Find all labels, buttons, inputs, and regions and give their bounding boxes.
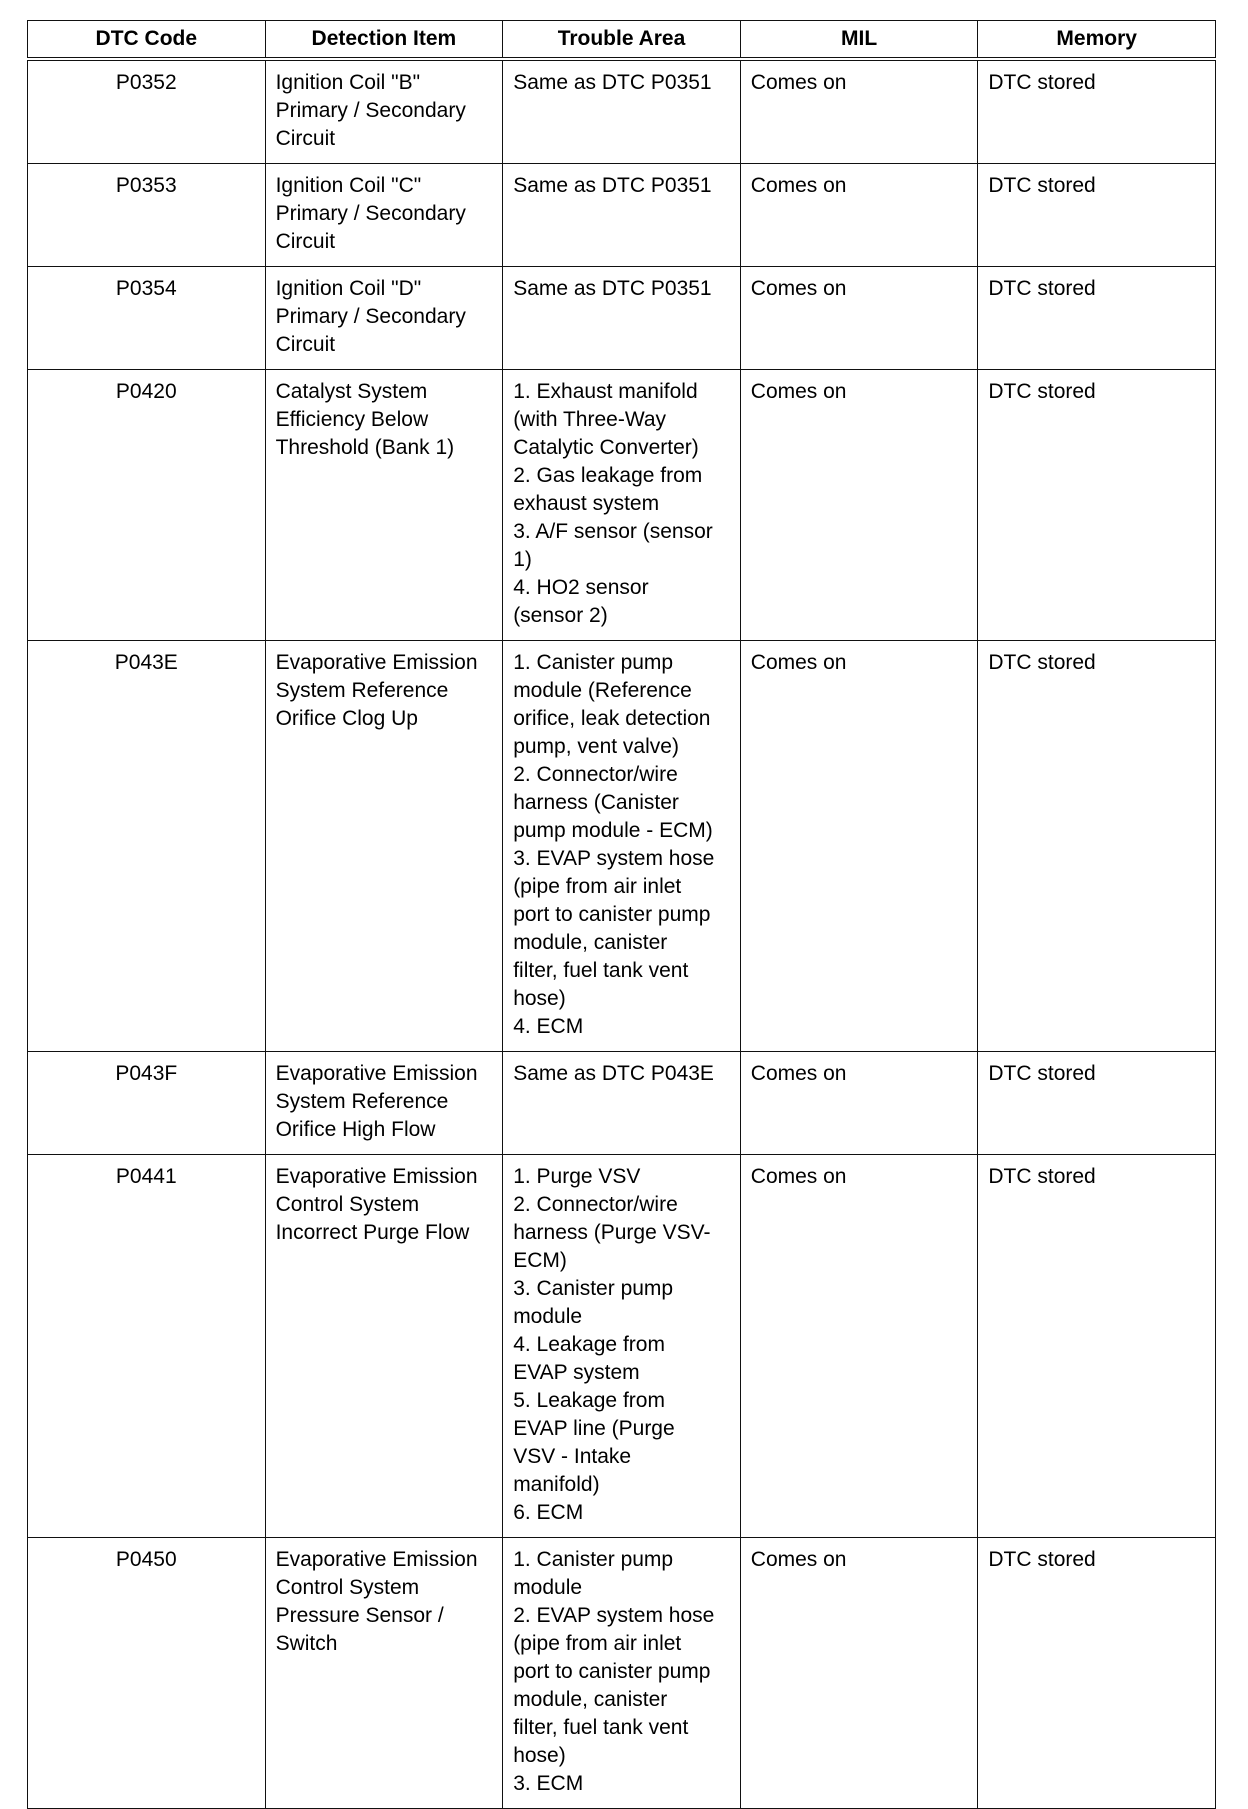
mil-status: Comes on [740, 267, 978, 370]
trouble-area: 1. Canister pump module 2. EVAP system hose (pipe from air inlet port to canister pump module, canister filter, fuel tank vent hose) 3. ECM [503, 1538, 741, 1809]
dtc-code: P0353 [28, 164, 266, 267]
memory-status: DTC stored [978, 1155, 1216, 1538]
trouble-area: Same as DTC P0351 [503, 267, 741, 370]
table-row [28, 164, 1216, 267]
table-header [28, 21, 1216, 60]
memory-status: DTC stored [978, 164, 1216, 267]
header-row [28, 21, 1216, 60]
trouble-area: Same as DTC P043E [503, 1052, 741, 1155]
trouble-area: Same as DTC P0351 [503, 164, 741, 267]
dtc-code: P0354 [28, 267, 266, 370]
dtc-code: P0352 [28, 59, 266, 164]
table-row [28, 1155, 1216, 1538]
dtc-code: P0420 [28, 370, 266, 641]
detection-item: Evaporative Emission System Reference Orifice High Flow [265, 1052, 503, 1155]
detection-item: Catalyst System Efficiency Below Threshold (Bank 1) [265, 370, 503, 641]
detection-item: Ignition Coil "D" Primary / Secondary Circuit [265, 267, 503, 370]
memory-status: DTC stored [978, 1052, 1216, 1155]
table-row [28, 641, 1216, 1052]
header-memory: Memory [978, 21, 1216, 60]
header-dtc-code: DTC Code [28, 21, 266, 60]
header-mil: MIL [740, 21, 978, 60]
mil-status: Comes on [740, 164, 978, 267]
header-trouble-area: Trouble Area [503, 21, 741, 60]
table-row [28, 59, 1216, 164]
mil-status: Comes on [740, 1052, 978, 1155]
dtc-code: P0450 [28, 1538, 266, 1809]
memory-status: DTC stored [978, 1538, 1216, 1809]
table-body [28, 59, 1216, 1809]
detection-item: Ignition Coil "B" Primary / Secondary Circuit [265, 59, 503, 164]
memory-status: DTC stored [978, 59, 1216, 164]
mil-status: Comes on [740, 59, 978, 164]
mil-status: Comes on [740, 641, 978, 1052]
table-row [28, 267, 1216, 370]
memory-status: DTC stored [978, 370, 1216, 641]
trouble-area: 1. Purge VSV 2. Connector/wire harness (Purge VSV- ECM) 3. Canister pump module 4. Leakage from EVAP system 5. Leakage from EVAP line (Purge VSV - Intake manifold) 6. ECM [503, 1155, 741, 1538]
dtc-table [27, 20, 1216, 1809]
dtc-code: P043F [28, 1052, 266, 1155]
table-row [28, 1052, 1216, 1155]
dtc-code: P043E [28, 641, 266, 1052]
trouble-area: 1. Exhaust manifold (with Three-Way Catalytic Converter) 2. Gas leakage from exhaust system 3. A/F sensor (sensor 1) 4. HO2 sensor (sensor 2) [503, 370, 741, 641]
trouble-area: 1. Canister pump module (Reference orifice, leak detection pump, vent valve) 2. Connector/wire harness (Canister pump module - ECM) 3. EVAP system hose (pipe from air inlet port to canister pump module, canister filter, fuel tank vent hose) 4. ECM [503, 641, 741, 1052]
table-row [28, 1538, 1216, 1809]
mil-status: Comes on [740, 1155, 978, 1538]
dtc-code: P0441 [28, 1155, 266, 1538]
detection-item: Ignition Coil "C" Primary / Secondary Circuit [265, 164, 503, 267]
detection-item: Evaporative Emission Control System Incorrect Purge Flow [265, 1155, 503, 1538]
detection-item: Evaporative Emission System Reference Orifice Clog Up [265, 641, 503, 1052]
mil-status: Comes on [740, 1538, 978, 1809]
mil-status: Comes on [740, 370, 978, 641]
document-page [27, 20, 1215, 1809]
memory-status: DTC stored [978, 267, 1216, 370]
memory-status: DTC stored [978, 641, 1216, 1052]
table-row [28, 370, 1216, 641]
detection-item: Evaporative Emission Control System Pressure Sensor / Switch [265, 1538, 503, 1809]
trouble-area: Same as DTC P0351 [503, 59, 741, 164]
header-detection-item: Detection Item [265, 21, 503, 60]
